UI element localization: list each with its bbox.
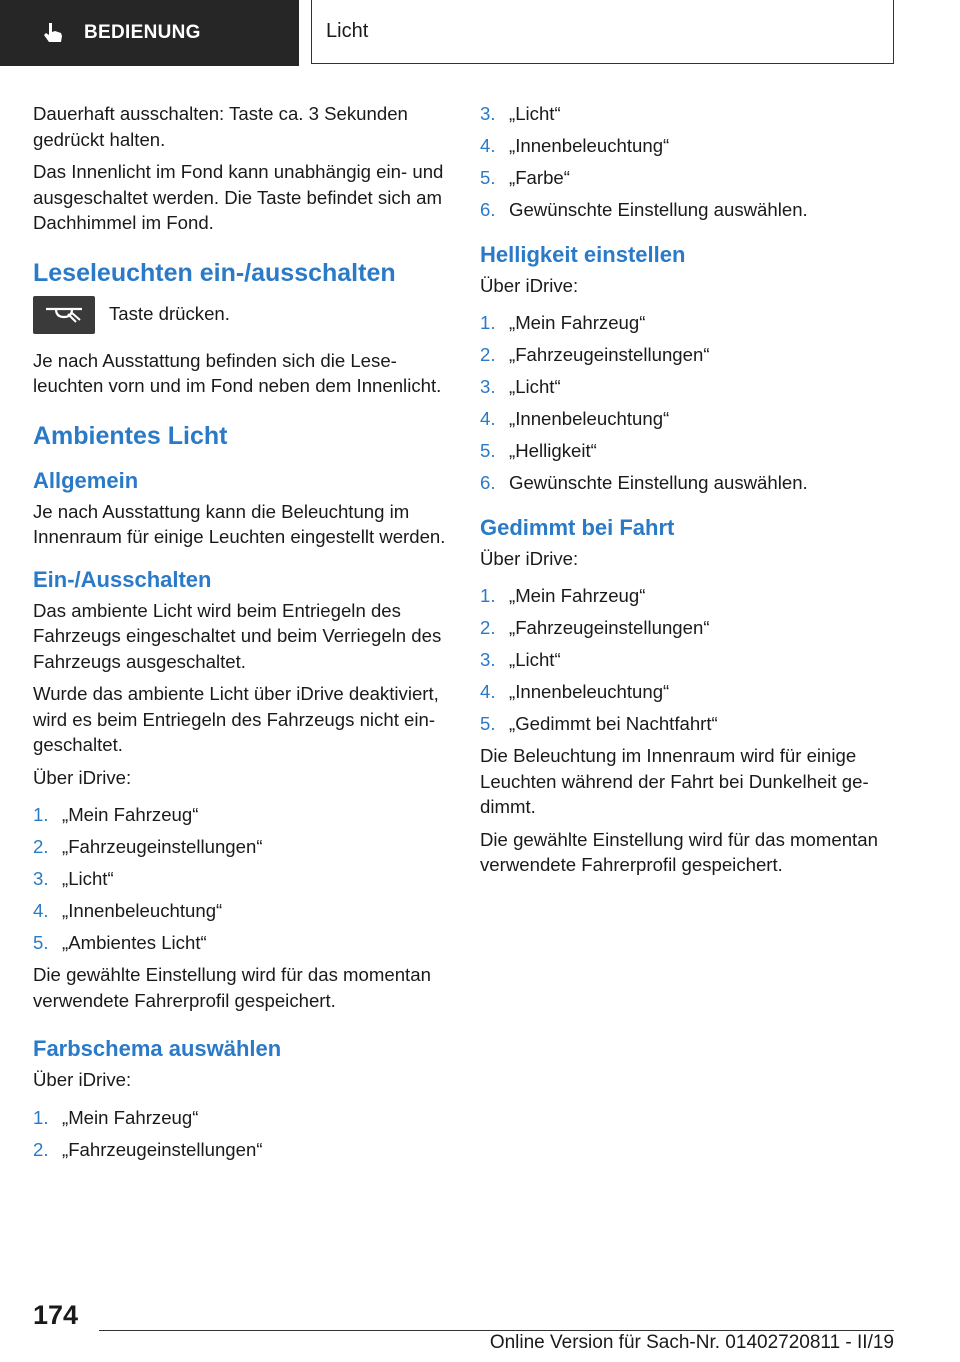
step-text: „Mein Fahrzeug“ [62,1106,199,1128]
step-number: 1. [480,312,496,333]
step-text: „Farbe“ [509,167,570,188]
right-column [480,101,900,885]
page-number: 174 [33,1300,79,1330]
heading-gedimmt: Gedimmt bei Fahrt [480,514,675,540]
step-number: 3. [480,103,496,124]
list-item [480,647,900,673]
paragraph: Über iDrive: [33,1069,132,1090]
step-number: 2. [33,836,49,857]
paragraph: Je nach Ausstattung kann die Beleuchtung im Innenraum für einige Leuchten eingestellt werden. [33,500,446,547]
heading-allgemein: Allgemein [33,467,139,493]
step-number: 4. [480,681,496,702]
heading-leseleuchten: Leseleuchten ein-/ausschalten [33,258,396,287]
list-item [480,197,900,223]
heading-ein-ausschalten: Ein-/Ausschalten [33,566,212,592]
list-item [480,165,900,191]
step-number: 1. [480,585,496,606]
step-text: „Licht“ [62,868,114,889]
step-text: „Licht“ [509,649,561,670]
section-label: BEDIENUNG [84,22,201,43]
hand-pointer-icon [40,20,66,46]
step-number: 6. [480,199,496,220]
step-number: 5. [480,167,496,188]
step-number: 5. [480,713,496,734]
step-text: „Fahrzeugeinstellungen“ [62,836,263,857]
paragraph: Das ambiente Licht wird beim Entriegeln des Fahrzeugs eingeschaltet und beim Verriegeln des Fahrzeugs ausgeschaltet. [33,599,442,672]
heading-ambientes-licht: Ambientes Licht [33,421,228,450]
paragraph: Die gewählte Einstellung wird für das momentan verwendete Fahrerprofil gespeichert. [33,964,431,1011]
left-column [33,101,451,1169]
step-number: 3. [33,868,49,889]
step-number: 2. [480,617,496,638]
footer-divider [99,1330,894,1331]
step-number: 2. [33,1138,49,1160]
paragraph: Die Beleuchtung im Innenraum wird für einige Leuchten während der Fahrt bei Dunkelheit gedimmt. [480,745,869,817]
list-item [480,342,900,368]
step-text: „Licht“ [509,103,561,124]
steps-list [33,802,451,956]
steps-list [480,101,900,223]
step-number: 1. [33,1106,49,1128]
list-item [33,898,451,924]
list-item [480,374,900,400]
paragraph: Über iDrive: [33,766,132,788]
heading-helligkeit: Helligkeit einstellen [480,241,686,267]
list-item [33,1137,451,1163]
step-number: 5. [480,440,496,461]
step-text: „Mein Fahrzeug“ [62,804,199,825]
step-text: „Mein Fahrzeug“ [509,585,646,606]
paragraph: Je nach Ausstattung befinden sich die Leseleuchten vorn und im Fond neben dem Innenlicht. [33,349,442,396]
step-number: 4. [480,408,496,429]
step-number: 1. [33,804,49,825]
paragraph: Über iDrive: [480,547,579,569]
step-text: „Innenbeleuchtung“ [509,408,670,429]
paragraph: Dauerhaft ausschalten: Taste ca. 3 Sekunden gedrückt halten. [33,103,408,150]
steps-list [480,310,900,496]
step-text: Gewünschte Einstellung auswählen. [509,472,808,493]
step-text: „Ambientes Licht“ [62,932,207,953]
step-text: „Innenbeleuchtung“ [62,900,223,921]
button-instruction [33,296,451,334]
footer-version: Online Version für Sach-Nr. 01402720811 - II/19 [489,1332,894,1353]
list-item [480,470,900,496]
step-text: „Innenbeleuchtung“ [509,135,670,156]
step-text: „Fahrzeugeinstellungen“ [509,344,710,365]
list-item [480,101,900,127]
press-button-text: Taste drücken. [109,302,230,324]
list-item [480,679,900,705]
list-item [33,930,451,956]
section-tab [0,0,299,66]
paragraph: Über iDrive: [480,274,579,296]
paragraph: Die gewählte Einstellung wird für das momentan verwendete Fahrerprofil gespeichert. [480,828,878,875]
list-item [480,583,900,609]
list-item [33,834,451,860]
list-item [480,133,900,159]
list-item [33,866,451,892]
step-text: „Licht“ [509,376,561,397]
step-number: 3. [480,376,496,397]
step-text: „Mein Fahrzeug“ [509,312,646,333]
step-text: „Gedimmt bei Nachtfahrt“ [509,713,718,734]
step-text: „Innenbeleuchtung“ [509,681,670,702]
steps-list [480,583,900,737]
list-item [33,802,451,828]
reading-light-button-icon [33,296,95,334]
step-number: 3. [480,649,496,670]
list-item [480,615,900,641]
list-item [480,438,900,464]
step-text: Gewünschte Einstellung auswählen. [509,199,808,220]
chapter-label: Licht [326,20,369,42]
paragraph: Das Innenlicht im Fond kann unabhängig ein- und ausgeschaltet werden. Die Taste befindet sich am Dachhimmel im Fond. [33,161,444,233]
step-number: 4. [33,900,49,921]
paragraph: Wurde das ambiente Licht über iDrive deaktiviert, wird es beim Entriegeln des Fahrzeugs nicht eingeschaltet. [33,683,439,755]
step-text: „Fahrzeugeinstellungen“ [509,617,710,638]
step-number: 5. [33,932,49,953]
steps-list [33,1105,451,1163]
step-number: 4. [480,135,496,156]
list-item [480,406,900,432]
heading-farbschema: Farbschema auswählen [33,1036,282,1061]
chapter-tab [311,0,894,64]
step-text: „Fahrzeugeinstellungen“ [62,1138,263,1160]
step-text: „Helligkeit“ [509,440,597,461]
list-item [480,711,900,737]
step-number: 2. [480,344,496,365]
list-item [480,310,900,336]
list-item [33,1105,451,1131]
step-number: 6. [480,472,496,493]
